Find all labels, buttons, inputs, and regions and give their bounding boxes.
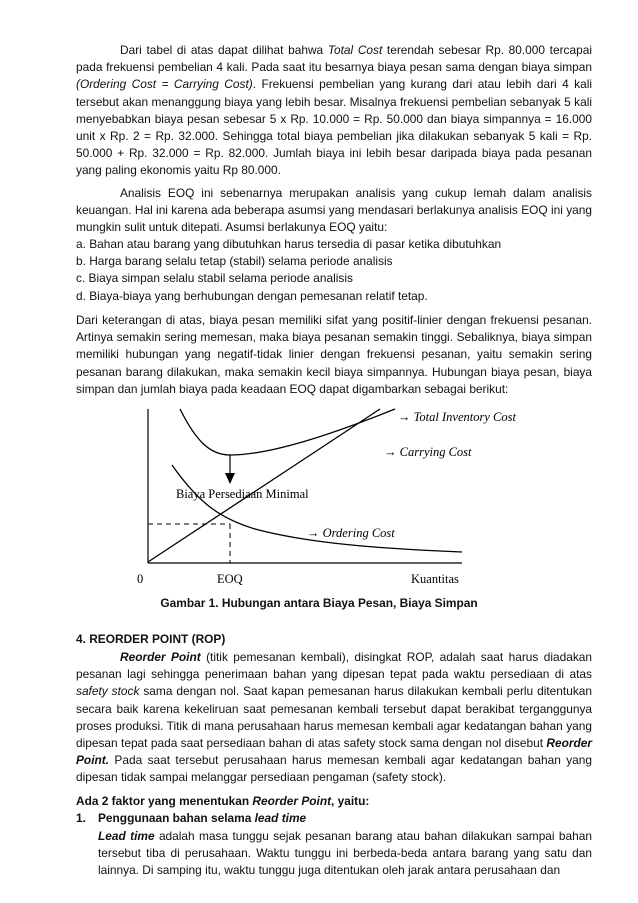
text-run: terendah sebesar Rp. 80.000 tercapai pada frekuensi pembelian 4 kali. Pada saat itu besarnya biaya pesan sama dengan biaya simpan	[76, 43, 592, 75]
paragraph-reorder-point	[76, 649, 592, 787]
text-emphasis: Reorder Point	[252, 794, 332, 808]
list-item: a. Bahan atau barang yang dibutuhkan harus tersedia di pasar ketika dibutuhkan	[76, 237, 502, 251]
eoq-cost-diagram	[0, 405, 638, 590]
list-item: c. Biaya simpan selalu stabil selama periode analisis	[76, 271, 353, 286]
figure-caption: Gambar 1. Hubungan antara Biaya Pesan, Biaya Simpan	[160, 596, 478, 610]
list-number: 1.	[76, 811, 86, 825]
text-emphasis: Total Cost	[327, 43, 383, 57]
text-emphasis: Reorder Point	[120, 650, 201, 664]
text-run: adalah masa tunggu sejak pesanan barang atau bahan dilakukan sampai bahan tersebut tiba di perusahaan. Waktu tunggu ini berbeda-beda antara barang yang satu dan lainnya. Di samping itu, waktu tunggu juga ditentukan oleh jarak antara perusahaan dan	[98, 829, 592, 878]
text-run: Dari tabel di atas dapat dilihat bahwa	[120, 43, 328, 57]
list-item: b. Harga barang selalu tetap (stabil) selama periode analisis	[76, 254, 393, 269]
label-eoq: EOQ	[217, 572, 243, 586]
total-inventory-cost-curve	[180, 409, 395, 455]
text-run: Penggunaan bahan selama	[98, 811, 255, 825]
text-emphasis: Lead time	[98, 829, 155, 843]
arrow-head-icon	[225, 473, 235, 484]
text-emphasis: lead time	[254, 811, 307, 825]
text-run: (titik pemesanan kembali), disingkat ROP, adalah saat harus diadakan pesanan lagi sehingga penerimaan bahan yang dipesan tepat pada waktu persediaan di atas	[76, 650, 592, 682]
label-total-inventory-cost: → Total Inventory Cost	[398, 410, 516, 424]
list-item: d. Biaya-biaya yang berhubungan dengan pemesanan relatif tetap.	[76, 288, 428, 303]
text-run: Ada 2 faktor yang menentukan	[76, 794, 253, 808]
text-emphasis: Reorder Point.	[76, 736, 592, 768]
text-run: sama dengan nol. Saat kapan pemesanan harus dilakukan kembali perlu ditentukan secara baik karena kekeliruan saat pemesanan kembali tersebut dapat berakibat terganggunya proses produksi. Titik di mana perusahaan harus memesan kembali agar kedatangan bahan yang dipesan tepat pada saat persediaan bahan di atas safety stock sama dengan nol disebut	[76, 684, 592, 751]
paragraph-eoq-analysis: Analisis EOQ ini sebenarnya merupakan analisis yang cukup lemah dalam analisis keuangan. Hal ini karena ada beberapa asumsi yang mendasari berlakunya analisis EOQ ini yang mungkin sulit untuk ditepati. Asumsi berlakunya EOQ yaitu:	[76, 186, 592, 235]
label-biaya-persediaan-minimal: Biaya Persediaan Minimal	[176, 487, 309, 501]
text-emphasis: (Ordering Cost = Carrying Cost)	[76, 77, 253, 92]
text-run: , yaitu:	[331, 794, 370, 808]
label-carrying-cost: → Carrying Cost	[384, 445, 472, 459]
text-run: Pada saat tersebut perusahaan harus memesan kembali agar kedatangan bahan yang dipesan tidak sampai melanggar persediaan pengaman (safety stock).	[76, 753, 592, 785]
paragraph-lead-time	[98, 828, 592, 880]
paragraph-cost-relationship: Dari keterangan di atas, biaya pesan memiliki sifat yang positif-linier dengan frekuensi pesanan. Artinya semakin sering memesan, maka biaya pesanan semakin tinggi. Sebaliknya, biaya simpan memiliki hubungan yang negatif-tidak linier dengan frekuensi pesanan, yaitu semakin sering pesanan barang dilakukan, maka semakin kecil biaya simpannya. Hubungan biaya pesan, biaya simpan dan jumlah biaya pada keadaan EOQ dapat digambarkan sebagai berikut:	[76, 313, 592, 396]
label-kuantitas: Kuantitas	[411, 572, 459, 586]
factors-heading	[76, 794, 369, 808]
assumption-list	[76, 236, 592, 305]
section-heading-reorder-point: 4. REORDER POINT (ROP)	[76, 632, 226, 646]
text-emphasis: safety stock	[76, 684, 140, 699]
paragraph-total-cost	[76, 42, 592, 180]
label-origin-zero: 0	[137, 572, 144, 586]
label-ordering-cost: → Ordering Cost	[307, 526, 395, 540]
text-run: . Frekuensi pembelian yang kurang dari atau lebih dari 4 kali tersebut akan menanggung biaya yang lebih besar. Misalnya frekuensi pembelian sebanyak 5 kali menyebabkan biaya pesan sebesar 5 x Rp. 10.000 = Rp. 50.000 dan biaya simpannya = 16.000 unit x Rp. 2 = Rp. 32.000. Sehingga total biaya pembelian jika dilakukan sebanyak 5 kali = Rp. 50.000 + Rp. 32.000 = Rp. 82.000. Jumlah biaya ini lebih besar daripada biaya pada pesanan yang paling ekonomis yaitu Rp 80.000.	[76, 77, 592, 178]
factor-item-1-heading	[76, 811, 306, 825]
